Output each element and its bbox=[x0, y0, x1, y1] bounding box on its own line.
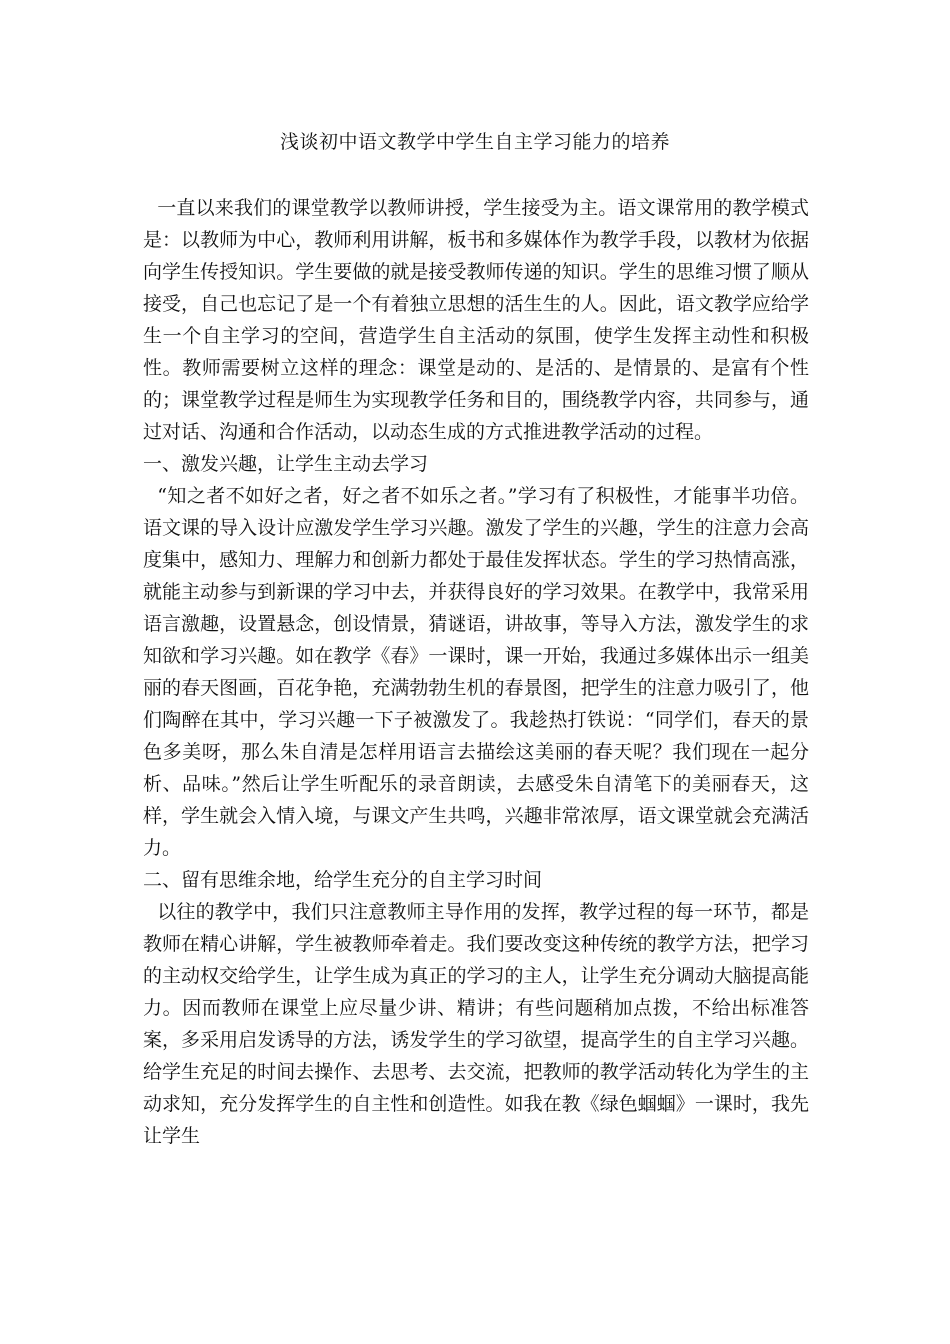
paragraph-section-1: “知之者不如好之者，好之者不如乐之者。”学习有了积极性，才能事半功倍。语文课的导入设计应激发学生学习兴趣。激发了学生的兴趣，学生的注意力会高度集中，感知力、理解力和创新力都处于最佳发挥状态。学生的学习热情高涨，就能主动参与到新课的学习中去，并获得良好的学习效果。在教学中，我常采用语言激趣，设置悬念，创设情景，猜谜语，讲故事，等导入方法，激发学生的求知欲和学习兴趣。如在教学《春》一课时，课一开始，我通过多媒体出示一组美丽的春天图画，百花争艳，充满勃勃生机的春景图，把学生的注意力吸引了，他们陶醉在其中，学习兴趣一下子被激发了。我趁热打铁说：“同学们，春天的景色多美呀，那么朱自清是怎样用语言去描绘这美丽的春天呢？我们现在一起分析、品味。”然后让学生听配乐的录音朗读，去感受朱自清笔下的美丽春天，这样，学生就会入情入境，与课文产生共鸣，兴趣非常浓厚，语文课堂就会充满活力。 bbox=[143, 485, 809, 859]
section-heading-2: 二、留有思维余地，给学生充分的自主学习时间 bbox=[143, 869, 543, 891]
document-body bbox=[143, 192, 809, 1152]
paragraph-intro: 一直以来我们的课堂教学以教师讲授，学生接受为主。语文课常用的教学模式是：以教师为中心，教师利用讲解，板书和多媒体作为教学手段，以教材为依据向学生传授知识。学生要做的就是接受教师传递的知识。学生的思维习惯了顺从接受，自己也忘记了是一个有着独立思想的活生生的人。因此，语文教学应给学生一个自主学习的空间，营造学生自主活动的氛围，使学生发挥主动性和积极性。教师需要树立这样的理念：课堂是动的、是活的、是情景的、是富有个性的；课堂教学过程是师生为实现教学任务和目的，围绕教学内容，共同参与，通过对话、沟通和合作活动，以动态生成的方式推进教学活动的过程。 bbox=[143, 197, 809, 443]
document-title: 浅谈初中语文教学中学生自主学习能力的培养 bbox=[279, 131, 670, 153]
section-heading-1: 一、激发兴趣，让学生主动去学习 bbox=[143, 453, 429, 475]
paragraph-section-2: 以往的教学中，我们只注意教师主导作用的发挥，教学过程的每一环节，都是教师在精心讲解，学生被教师牵着走。我们要改变这种传统的教学方法，把学习的主动权交给学生，让学生成为真正的学习的主人，让学生充分调动大脑提高能力。因而教师在课堂上应尽量少讲、精讲；有些问题稍加点拨，不给出标准答案，多采用启发诱导的方法，诱发学生的学习欲望，提高学生的自主学习兴趣。给学生充足的时间去操作、去思考、去交流，把教师的教学活动转化为学生的主动求知，充分发挥学生的自主性和创造性。如我在教《绿色蝈蝈》一课时，我先让学生 bbox=[143, 901, 809, 1147]
